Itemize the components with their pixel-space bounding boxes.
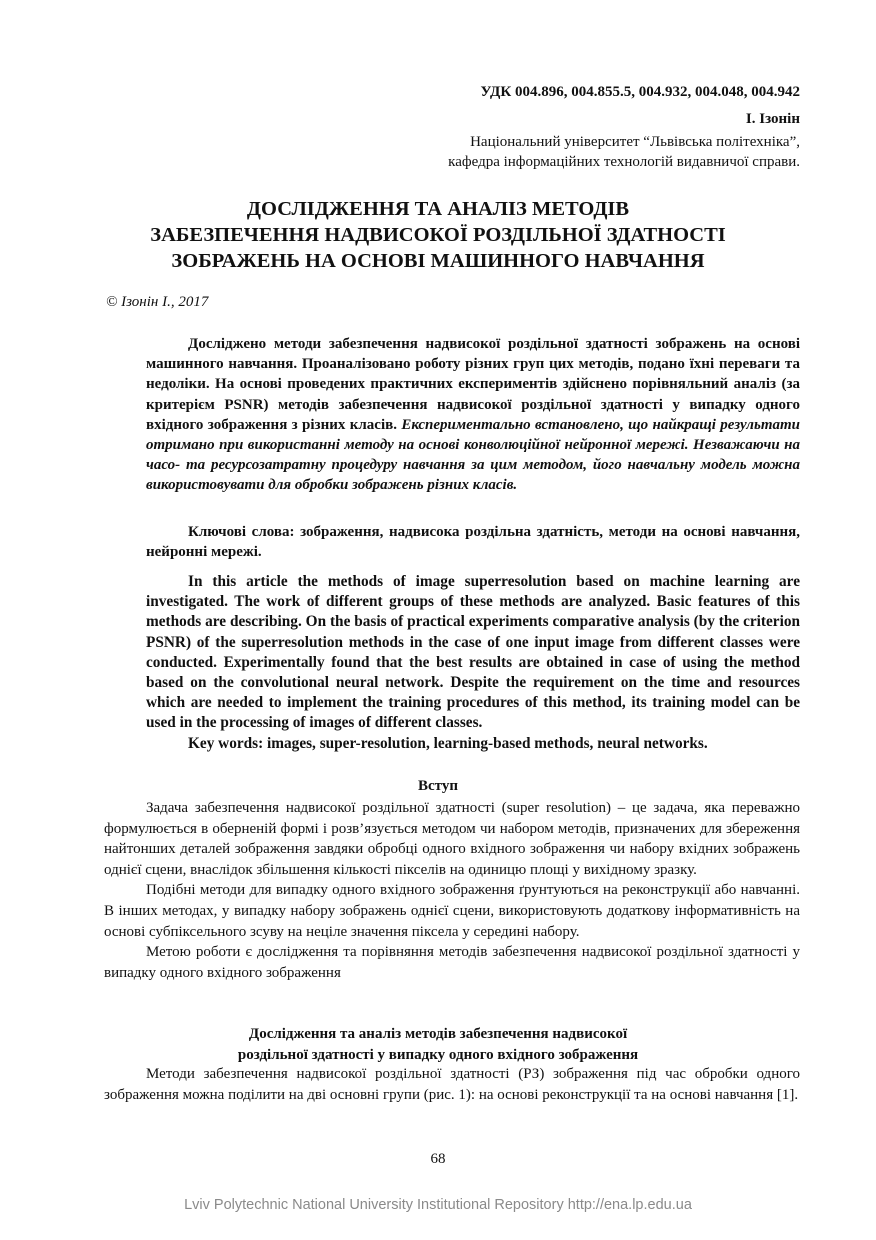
keywords-en-text: Key words: images, super-resolution, learning-based methods, neural networks.	[188, 734, 708, 752]
body-paragraph: Подібні методи для випадку одного вхідного зображення ґрунтуються на реконструкції або навчанні. В інших методах, у випадку набору зображень однієї сцени, використовують додаткову інформативність на основі субпіксельного зсуву на неціле значення піксела у середині набору.	[104, 882, 800, 940]
keywords-ukrainian	[146, 522, 800, 562]
title-line: ДОСЛІДЖЕННЯ ТА АНАЛІЗ МЕТОДІВ	[246, 198, 630, 220]
abstract-en-text: In this article the methods of image superresolution based on machine learning are investigated. The work of different groups of these methods are analyzed. Basic features of this methods are describing. On the basis of practical experiments comparative analysis (by the criterion PSNR) of the superresolution methods in the case of one input image from different classes were conducted. Experimentally found that the best results are obtained in case of using the method based on the convolutional neural network. Despite the requirement on the time and resources which are needed to implement the training procedures of this method, its training model can be used in the processing of images of different classes.	[146, 573, 800, 732]
paper-title	[76, 196, 800, 274]
title-line: ЗАБЕЗПЕЧЕННЯ НАДВИСОКОЇ РОЗДІЛЬНОЇ ЗДАТНОСТІ	[150, 224, 726, 246]
heading-line: Дослідження та аналіз методів забезпечення надвисокої	[248, 1026, 628, 1042]
repository-footer: Lviv Polytechnic National University Institutional Repository http://ena.lp.edu.ua	[184, 1197, 692, 1213]
page-number: 68	[430, 1151, 446, 1167]
keywords-ua-text: Ключові слова: зображення, надвисока роздільна здатність, методи на основі навчання, нейронні мережі.	[146, 524, 800, 561]
abstract-ua-italic: Експериментально встановлено, що найкращі результати отримано при використанні методу на основі конволюційної нейронної мережі. Незважаючи на часо- та ресурсозатратну процедуру навчання за цим методом, його навчальну модель можна використовувати для обробки зображень різних класів.	[146, 416, 801, 494]
heading-line: роздільної здатності у випадку одного вхідного зображення	[237, 1047, 639, 1063]
section-body-analysis	[104, 1064, 800, 1105]
section-body-intro	[104, 798, 800, 983]
udc-code: УДК 004.896, 004.855.5, 004.932, 004.048, 004.942	[480, 84, 800, 100]
affiliation-line: кафедра інформаційних технологій видавничої справи.	[448, 154, 800, 170]
abstract-ua-text	[146, 334, 800, 496]
section-heading-analysis	[76, 1024, 800, 1066]
author-name: І. Ізонін	[745, 111, 800, 127]
section-heading-intro: Вступ	[418, 778, 458, 794]
abstract-ukrainian	[146, 334, 800, 496]
abstract-english	[146, 572, 800, 754]
abstract-ua-bold: Досліджено методи забезпечення надвисокої роздільної здатності зображень на основі машинного навчання. Проаналізовано роботу різних груп цих методів, подано їхні переваги та недоліки. На основі проведених практичних експериментів здійснено порівняльний аналіз (за критерієм PSNR) методів забезпечення надвисокої роздільної здатності у випадку одного вхідного зображення з різних класів.	[146, 336, 800, 433]
body-paragraph: Задача забезпечення надвисокої роздільної здатності (super resolution) – це задача, яка переважно формулюється в оберненій формі і розв’язується методом чи набором методів, призначених для збереження найтонших деталей зображення завдяки обробці одного вхідного зображення чи набору вхідних зображень однієї сцени, внаслідок збільшення кількості пікселів на одиницю площі у вихідному зразку.	[104, 800, 800, 878]
author-affiliation	[300, 132, 800, 172]
copyright-note: © Ізонін І., 2017	[106, 294, 209, 310]
affiliation-line: Національний університет “Львівська політехніка”,	[470, 134, 800, 150]
title-line: ЗОБРАЖЕНЬ НА ОСНОВІ МАШИННОГО НАВЧАННЯ	[171, 250, 705, 272]
body-paragraph: Метою роботи є дослідження та порівняння методів забезпечення надвисокої роздільної здатності у випадку одного вхідного зображення	[104, 944, 800, 981]
body-paragraph: Методи забезпечення надвисокої роздільної здатності (РЗ) зображення під час обробки одного зображення можна поділити на дві основні групи (рис. 1): на основі реконструкції та на основі навчання [1].	[104, 1066, 800, 1103]
